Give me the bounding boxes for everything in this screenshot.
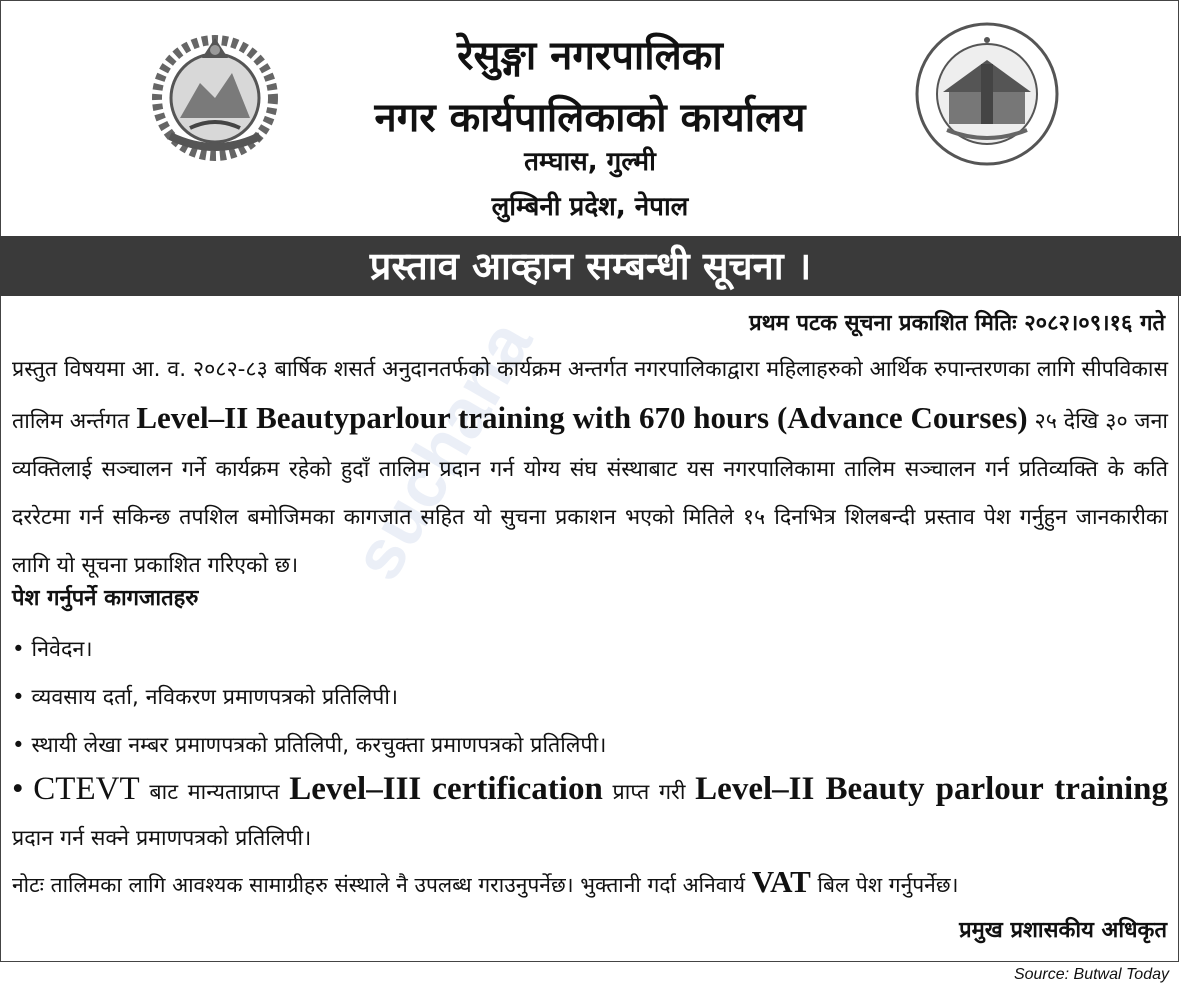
training-level: Level–II Beauty parlour training — [695, 771, 1168, 807]
bullet-dot: • — [12, 771, 24, 807]
resunga-municipality-logo-icon — [913, 20, 1061, 168]
watermark-logo: suchana — [337, 307, 547, 593]
municipality-name: रेसुङ्गा नगरपालिका — [457, 33, 723, 79]
note-vat: VAT — [751, 864, 811, 899]
body-text-part1: प्रस्तुत विषयमा आ. व. २०८२-८३ बार्षिक शसर्त अनुदानतर्फको कार्यक्रम अन्तर्गत नगरपालिकाद्वारा महिलाहरुको आर्थिक रुपान्तरणका लागि सीपविकास तालिम अर्न्तगत — [12, 357, 1168, 434]
note-text2: बिल पेश गर्नुपर्नेछ। — [817, 873, 959, 897]
notice-title: प्रस्ताव आव्हान सम्बन्धी सूचना । — [0, 236, 1181, 296]
ctevt-label: CTEVT — [33, 771, 140, 807]
document-item: • स्थायी लेखा नम्बर प्रमाणपत्रको प्रतिलिपी, करचुक्ता प्रमाणपत्रको प्रतिलिपी। — [12, 733, 607, 758]
notice-header — [0, 0, 1181, 236]
signatory: प्रमुख प्रशासकीय अधिकृत — [959, 918, 1167, 943]
office-location: तम्घास, गुल्मी — [524, 147, 656, 177]
note-text1: नोटः तालिमका लागि आवश्यक सामाग्रीहरु संस्थाले नै उपलब्ध गराउनुपर्नेछ। भुक्तानी गर्दा अनिवार्य — [12, 873, 746, 897]
office-province: लुम्बिनी प्रदेश, नेपाल — [491, 192, 689, 222]
certification-level: Level–III certification — [289, 771, 603, 807]
body-text-part2: २५ देखि ३० जना व्यक्तिलाई सञ्चालन गर्ने कार्यक्रम रहेको हुदाँ तालिम प्रदान गर्न योग्य संघ संस्थाबाट यस नगरपालिकामा तालिम सञ्चालन गर्न प्रतिव्यक्ति के कति दररेटमा गर्न सकिन्छ तपशिल बमोजिमका कागजात सहित यो सुचना प्रकाशन भएको मितिले १५ दिनभित्र शिलबन्दी प्रस्ताव पेश गर्नुहुन जानकारीका लागि यो सूचना प्रकाशित गरिएको छ। — [12, 409, 1168, 578]
publish-date: प्रथम पटक सूचना प्रकाशित मितिः २०८२।०९।१६ गते — [749, 311, 1165, 336]
notice-body — [12, 346, 1168, 590]
documents-heading: पेश गर्नुपर्ने कागजातहरु — [12, 586, 199, 611]
source-credit: Source: Butwal Today — [1013, 966, 1169, 983]
document-item: • निवेदन। — [12, 637, 93, 662]
doc4-text1: बाट मान्यताप्राप्त — [149, 780, 280, 805]
document-item: • व्यवसाय दर्ता, नविकरण प्रमाणपत्रको प्रतिलिपी। — [12, 685, 399, 710]
office-name: नगर कार्यपालिकाको कार्यालय — [374, 95, 806, 141]
body-training-name: Level–II Beautyparlour training with 670 hours (Advance Courses) — [136, 400, 1028, 435]
doc4-text3: प्रदान गर्न सक्ने प्रमाणपत्रको प्रतिलिपी। — [12, 826, 312, 851]
notice-note — [12, 864, 959, 900]
doc4-text2: प्राप्त गरी — [612, 780, 686, 805]
document-item-certification — [12, 766, 1168, 862]
